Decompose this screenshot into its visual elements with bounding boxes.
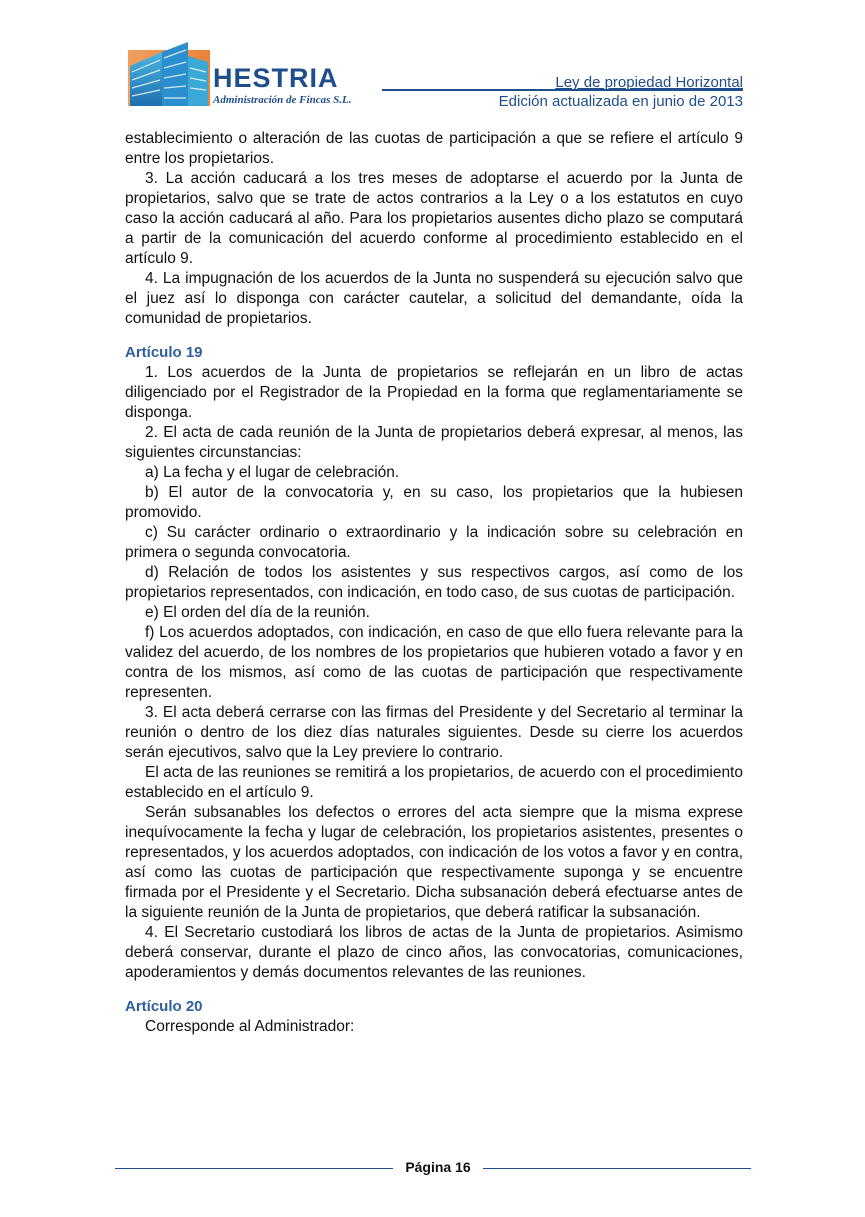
footer-rule-right <box>483 1168 751 1169</box>
footer-rule-left <box>115 1168 393 1169</box>
list-item: a) La fecha y el lugar de celebración. <box>145 464 400 481</box>
page-footer <box>0 1155 865 1185</box>
paragraph: 3. El acta deberá cerrarse con las firmas del Presidente y del Secretario al terminar la reunión o dentro de los diez días naturales siguientes. Desde su cierre los acuerdos serán ejecutivos, salvo que la Ley previere lo contrario. <box>125 704 743 761</box>
paragraph: 4. La impugnación de los acuerdos de la Junta no suspenderá su ejecución salvo que el juez así lo disponga con carácter cautelar, a solicitud del demandante, oída la comunidad de propietarios. <box>125 270 743 327</box>
list-item: d) Relación de todos los asistentes y sus respectivos cargos, así como de los propietarios representados, con indicación, en todo caso, de sus cuotas de participación. <box>125 564 743 601</box>
hestria-logo <box>128 42 373 112</box>
paragraph: El acta de las reuniones se remitirá a los propietarios, de acuerdo con el procedimiento establecido en el artículo 9. <box>125 764 743 801</box>
page-number: Página 16 <box>405 1159 471 1175</box>
list-item: b) El autor de la convocatoria y, en su caso, los propietarios que la hubiesen promovido. <box>125 484 743 521</box>
logo-name: HESTRIA <box>213 63 339 93</box>
paragraph: Corresponde al Administrador: <box>145 1018 355 1035</box>
list-item: f) Los acuerdos adoptados, con indicación, en caso de que ello fuera relevante para la validez del acuerdo, de los nombres de los propietarios que hubieren votado a favor y en contra de los mismos, así como de las cuotas de participación que respectivamente representen. <box>125 624 743 701</box>
paragraph: 2. El acta de cada reunión de la Junta de propietarios deberá expresar, al menos, las siguientes circunstancias: <box>125 424 743 461</box>
document-title: Ley de propiedad Horizontal <box>555 74 743 91</box>
article-heading-20: Artículo 20 <box>125 998 203 1015</box>
article-heading-19: Artículo 19 <box>125 344 203 361</box>
list-item: c) Su carácter ordinario o extraordinario y la indicación sobre su celebración en primera o segunda convocatoria. <box>125 524 743 561</box>
paragraph: Serán subsanables los defectos o errores del acta siempre que la misma exprese inequívocamente la fecha y lugar de celebración, los propietarios asistentes, presentes o representados, y los acuerdos adoptados, con indicación de los votos a favor y en contra, así como las cuotas de participación que respectivamente suponga y se encuentre firmada por el Presidente y el Secretario. Dicha subsanación deberá efectuarse antes de la siguiente reunión de la Junta de propietarios, que deberá ratificar la subsanación. <box>125 804 743 921</box>
document-body <box>125 129 743 1037</box>
paragraph: 1. Los acuerdos de la Junta de propietarios se reflejarán en un libro de actas diligenciado por el Registrador de la Propiedad en la forma que reglamentariamente se disponga. <box>125 364 743 421</box>
list-item: e) El orden del día de la reunión. <box>145 604 370 621</box>
paragraph: establecimiento o alteración de las cuotas de participación a que se refiere el artículo 9 entre los propietarios. <box>125 130 743 167</box>
paragraph: 3. La acción caducará a los tres meses de adoptarse el acuerdo por la Junta de propietarios, salvo que se trate de actos contrarios a la Ley o a los estatutos en cuyo caso la acción caducará al año. Para los propietarios ausentes dicho plazo se computará a partir de la comunicación del acuerdo conforme al procedimiento establecido en el artículo 9. <box>125 170 743 267</box>
page-header <box>0 0 865 125</box>
logo-subtitle: Administración de Fincas S.L. <box>213 94 352 106</box>
document-edition: Edición actualizada en junio de 2013 <box>498 93 743 110</box>
building-logo-icon <box>128 42 210 106</box>
paragraph: 4. El Secretario custodiará los libros de actas de la Junta de propietarios. Asimismo deberá conservar, durante el plazo de cinco años, las convocatorias, comunicaciones, apoderamientos y demás documentos relevantes de las reuniones. <box>125 924 743 981</box>
